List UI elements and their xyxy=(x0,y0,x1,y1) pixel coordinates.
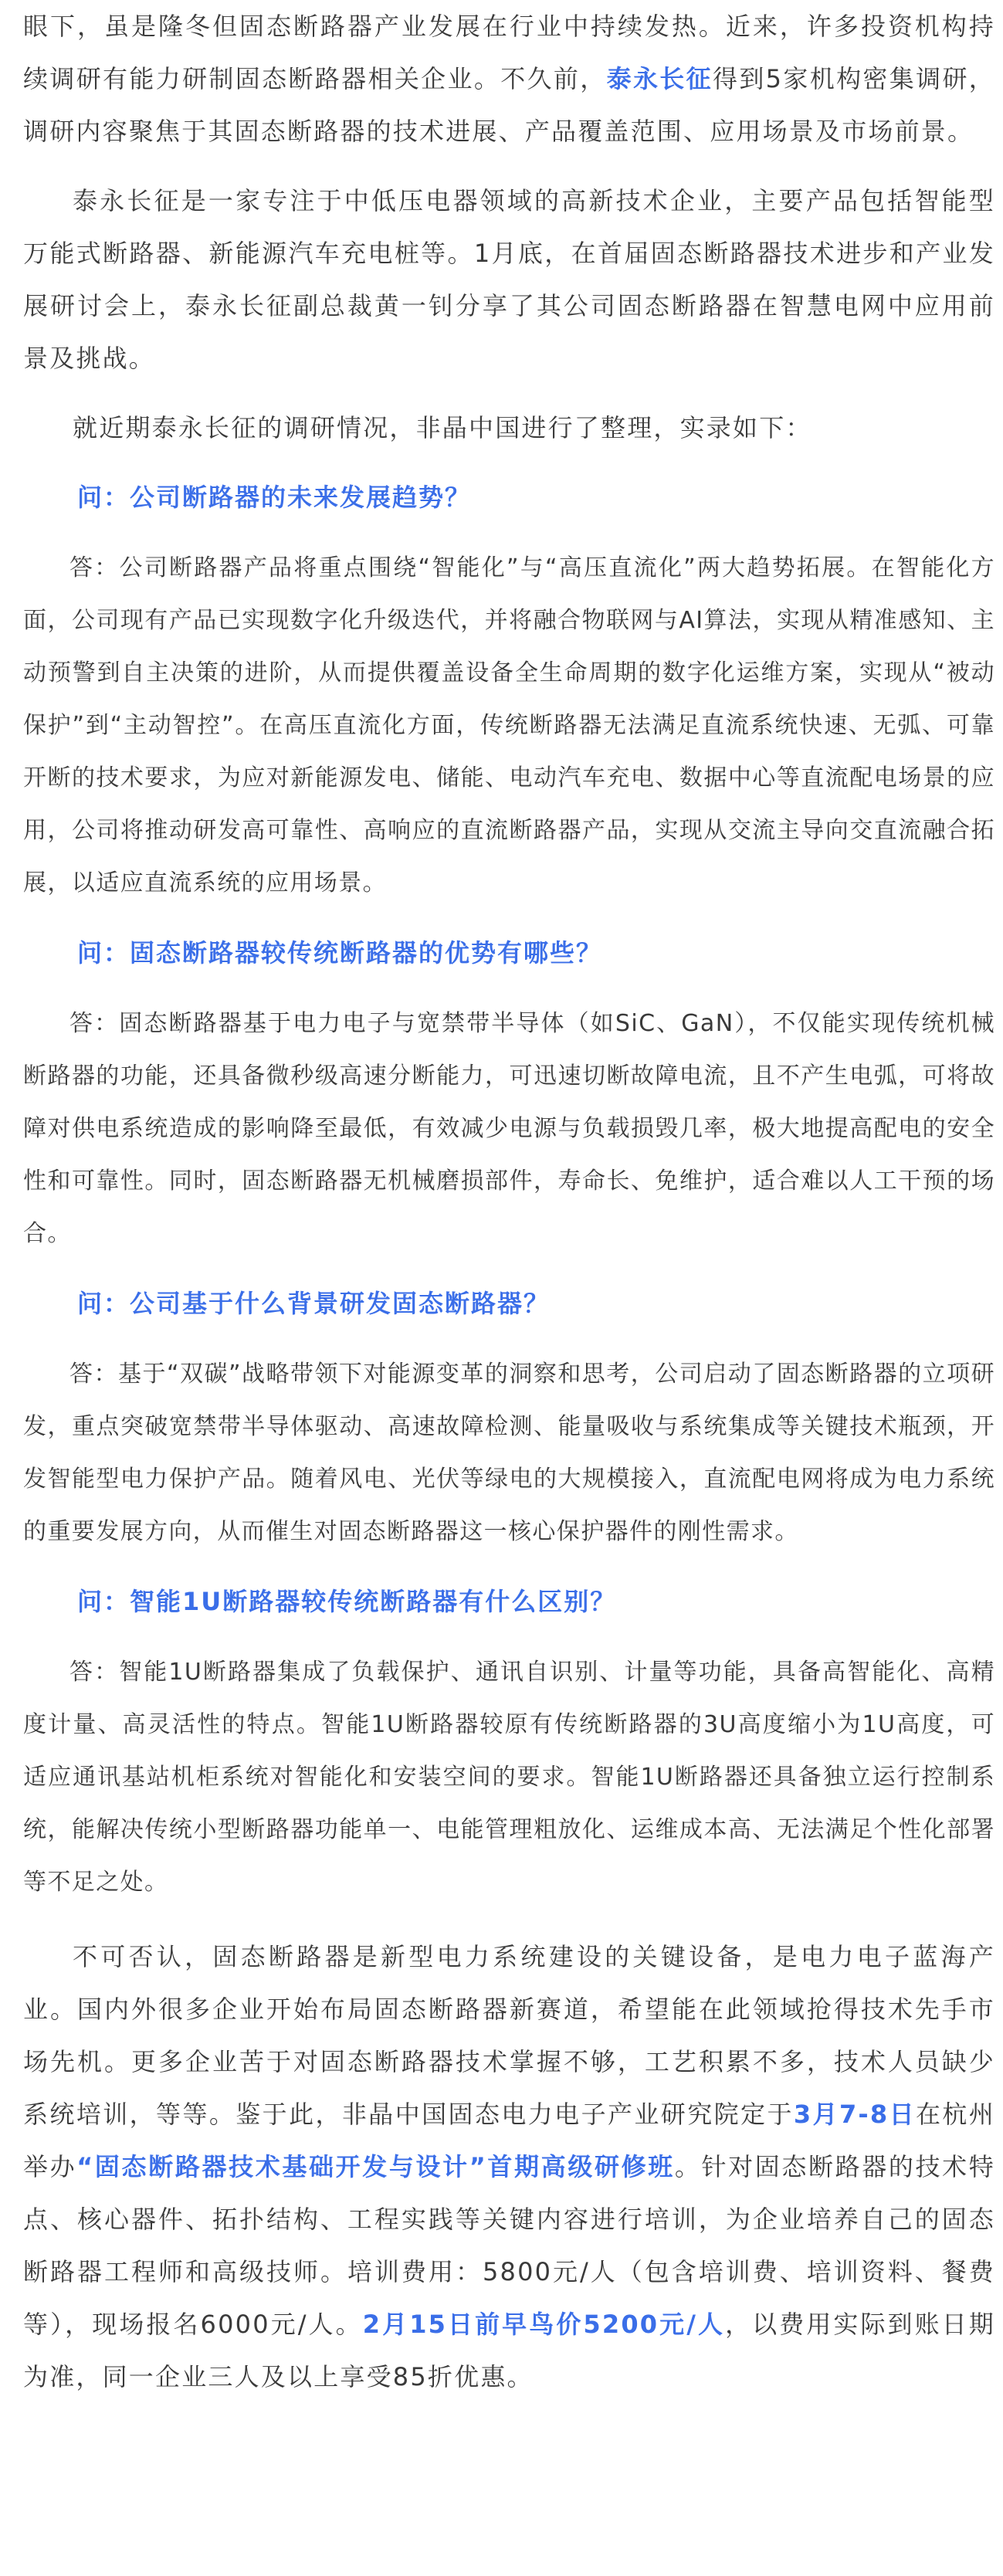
intro-text: 眼下，虽是隆冬但固态断路器产业发展在行业中持续发热。近来，许多投资机构持续调研有能力研制固态断路器相关企业。不久前， xyxy=(23,12,995,93)
early-bird-highlight: 2月15日前早鸟价5200元/人 xyxy=(362,2310,726,2339)
course-highlight: “固态断路器技术基础开发与设计”首期高级研修班 xyxy=(76,2152,675,2181)
date-highlight: 3月7-8日 xyxy=(793,2100,916,2129)
intro-paragraph-3: 就近期泰永长征的调研情况，非晶中国进行了整理，实录如下： xyxy=(73,413,812,442)
closing-text: 。针对固态断路器的技术特点、核心器件、拓扑结构、工程实践等关键内容进行培训，为企业培养自己的固态断路器工程师和高级技师。培训费用：5800元/人（包含培训费、培训资料、餐费等），现场报名6000元/人。 xyxy=(23,2152,995,2339)
closing-text: 在杭州举办 xyxy=(23,2100,996,2181)
intro-paragraph-1 xyxy=(23,0,995,158)
closing-text: 不可否认，固态断路器是新型电力系统建设的关键设备，是电力电子蓝海产业。国内外很多企业开始布局固态断路器新赛道，希望能在此领域抢得技术先手市场先机。更多企业苦于对固态断路器技术掌握不够，工艺积累不多，技术人员缺少系统培训，等等。鉴于此，非晶中国固态电力电子产业研究院定于 xyxy=(23,1942,995,2129)
answer-4: 答：智能1U断路器集成了负载保护、通讯自识别、计量等功能，具备高智能化、高精度计量、高灵活性的特点。智能1U断路器较原有传统断路器的3U高度缩小为1U高度，可适应通讯基站机柜系统对智能化和安装空间的要求。智能1U断路器还具备独立运行控制系统，能解决传统小型断路器功能单一、电能管理粗放化、运维成本高、无法满足个性化部署等不足之处。 xyxy=(23,1659,995,1896)
question-4: 问：智能1U断路器较传统断路器有什么区别？ xyxy=(77,1587,617,1616)
question-1: 问：公司断路器的未来发展趋势？ xyxy=(77,483,472,512)
closing-text: ，以费用实际到账日期为准，同一企业三人及以上享受85折优惠。 xyxy=(23,2310,995,2391)
intro-text: 得到5家机构密集调研，调研内容聚焦于其固态断路器的技术进展、产品覆盖范围、应用场景及市场前景。 xyxy=(23,64,995,146)
intro-paragraph-2: 泰永长征是一家专注于中低压电器领域的高新技术企业，主要产品包括智能型万能式断路器、新能源汽车充电桩等。1月底，在首届固态断路器技术进步和产业发展研讨会上，泰永长征副总裁黄一钊分享了其公司固态断路器在智慧电网中应用前景及挑战。 xyxy=(23,186,995,373)
question-2: 问：固态断路器较传统断路器的优势有哪些？ xyxy=(77,938,603,968)
closing-paragraph xyxy=(23,1930,995,2403)
question-3: 问：公司基于什么背景研发固态断路器？ xyxy=(77,1289,551,1318)
answer-3: 答：基于“双碳”战略带领下对能源变革的洞察和思考，公司启动了固态断路器的立项研发，重点突破宽禁带半导体驱动、高速故障检测、能量吸收与系统集成等关键技术瓶颈，开发智能型电力保护产品。随着风电、光伏等绿电的大规模接入，直流配电网将成为电力系统的重要发展方向，从而催生对固态断路器这一核心保护器件的刚性需求。 xyxy=(23,1361,995,1545)
answer-2: 答：固态断路器基于电力电子与宽禁带半导体（如SiC、GaN），不仅能实现传统机械断路器的功能，还具备微秒级高速分断能力，可迅速切断故障电流，且不产生电弧，可将故障对供电系统造成的影响降至最低，有效减少电源与负载损毁几率，极大地提高配电的安全性和可靠性。同时，固态断路器无机械磨损部件，寿命长、免维护，适合难以人工干预的场合。 xyxy=(23,1010,995,1247)
answer-1: 答：公司断路器产品将重点围绕“智能化”与“高压直流化”两大趋势拓展。在智能化方面，公司现有产品已实现数字化升级迭代，并将融合物联网与AI算法，实现从精准感知、主动预警到自主决策的进阶，从而提供覆盖设备全生命周期的数字化运维方案，实现从“被动保护”到“主动智控”。在高压直流化方面，传统断路器无法满足直流系统快速、无弧、可靠开断的技术要求，为应对新能源发电、储能、电动汽车充电、数据中心等直流配电场景的应用，公司将推动研发高可靠性、高响应的直流断路器产品，实现从交流主导向交直流融合拓展，以适应直流系统的应用场景。 xyxy=(23,554,995,897)
company-highlight: 泰永长征 xyxy=(606,64,713,93)
